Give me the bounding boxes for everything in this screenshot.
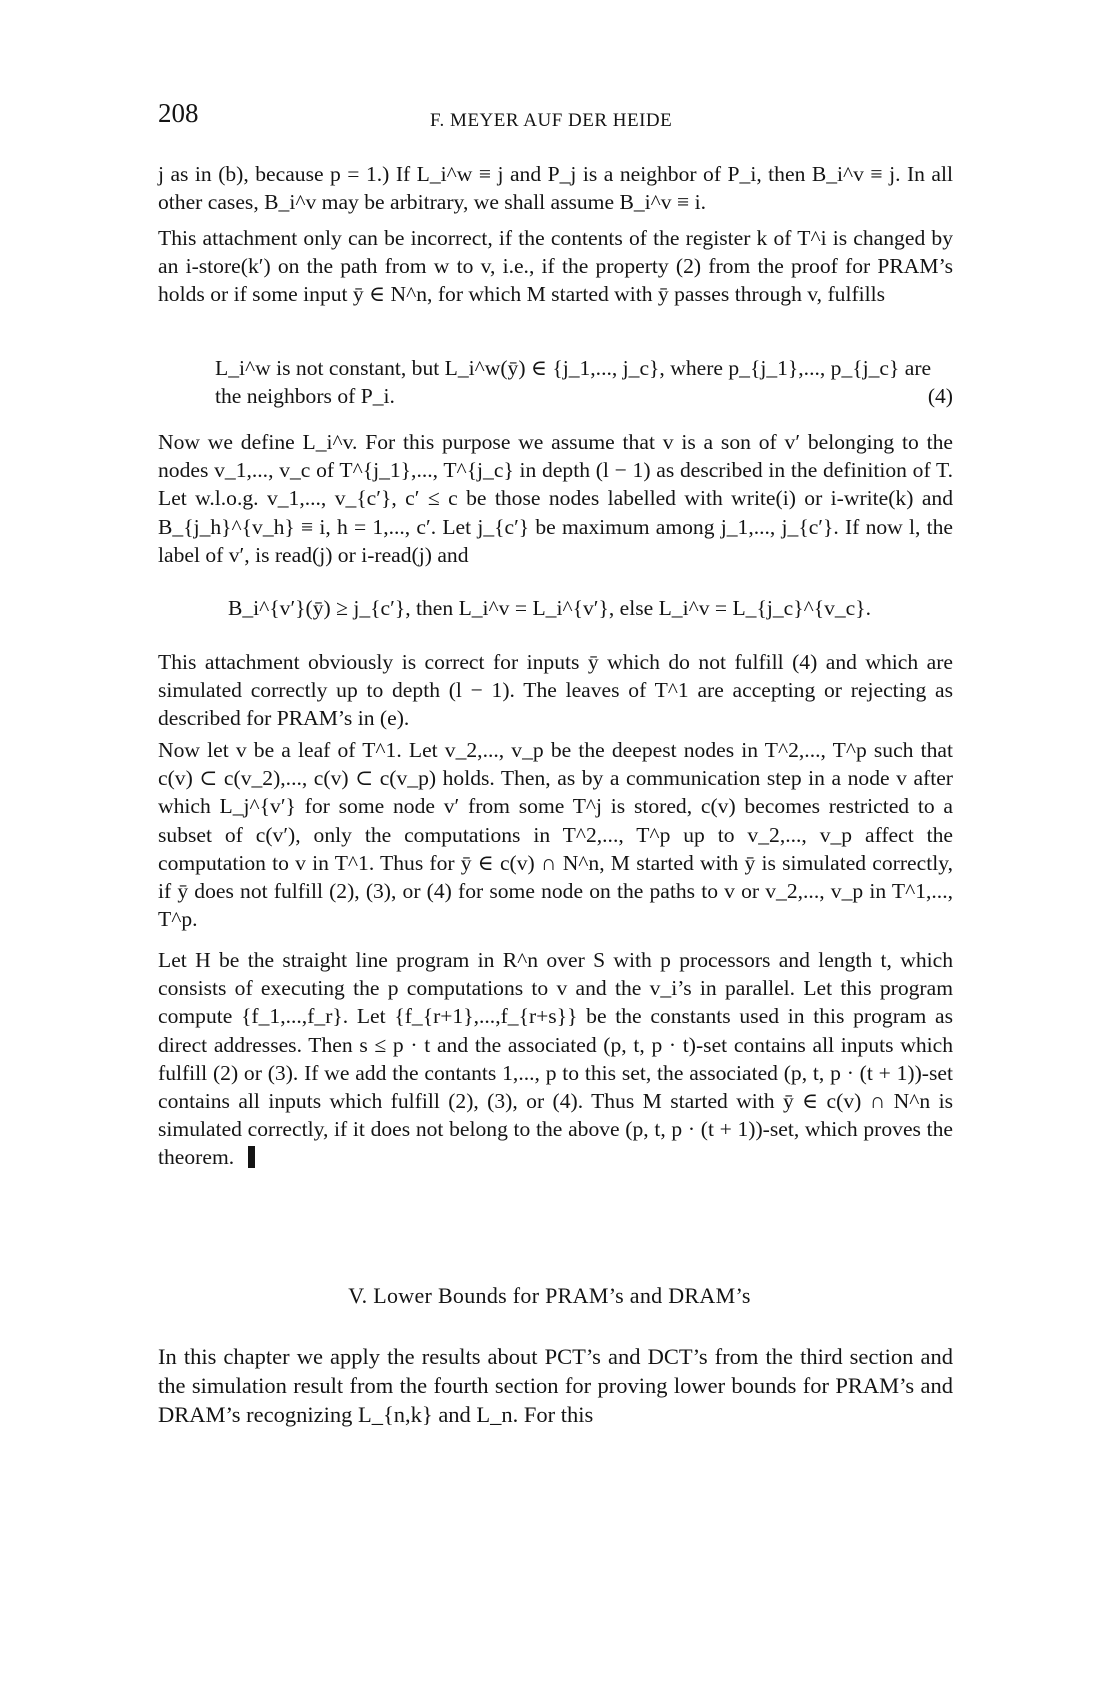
section-heading: V. Lower Bounds for PRAM’s and DRAM’s — [348, 1283, 751, 1308]
paragraph-3: Now we define L_i^v. For this purpose we assume that v is a son of v′ belonging to the nodes v_1,..., v_c of T^{j_1},..., T^{j_c} in depth (l − 1) as described in the definition of T. Let w.l.o.g. v_1,..., v_{c′}, c′ ≤ c be those nodes labelled with write(i) or i-write(k) and B_{j_h}^{v_h} ≡ i, h = 1,..., c′. Let j_{c′} be maximum among j_1,..., j_{c′}. If now l, the label of v′, is read(j) or i-read(j) and — [158, 430, 953, 567]
end-of-proof-mark — [248, 1146, 255, 1168]
paragraph-5: Now let v be a leaf of T^1. Let v_2,..., v_p be the deepest nodes in T^2,..., T^p such that c(v) ⊂ c(v_2),..., c(v) ⊂ c(v_p) holds. Then, as by a communication step in a node v after which L_j^{v′} for some node v′ from some T^j is stored, c(v) becomes restricted to a subset of c(v′), only the computations in T^2,..., T^p up to v_2,..., v_p affect the computation to v in T^1. Thus for ȳ ∈ c(v) ∩ N^n, M started with ȳ is simulated correctly, if ȳ does not fulfill (2), (3), or (4) for some node on the paths to v or v_2,..., v_p in T^1,..., T^p. — [158, 738, 953, 932]
paragraph-6-text: Let H be the straight line program in R^n over S with p processors and length t, which consists of executing the p computations to v and the v_i’s in parallel. Let this program compute {f_1,...,f_r}. Let {f_{r+1},...,f_{r+s}} be the constants used in this program as direct addresses. Then s ≤ p · t and the associated (p, t, p · t)-set contains all inputs which fulfill (2) or (3). If we add the contants 1,..., p to this set, the associated (p, t, p · (t + 1))-set contains all inputs which fulfill (2), (3), or (4). Thus M started with ȳ ∈ c(v) ∩ N^n is simulated correctly, if it does not belong to the above (p, t, p · (t + 1))-set, which proves the theorem. — [158, 948, 953, 1170]
equation-tag: (4) — [927, 384, 953, 408]
paragraph-6 — [158, 946, 953, 1172]
paragraph-1: j as in (b), because p = 1.) If L_i^w ≡ j and P_j is a neighbor of P_i, then B_i^v ≡ j. In all other cases, B_i^v may be arbitrary, we shall assume B_i^v ≡ i. — [158, 162, 953, 215]
running-title: F. MEYER AUF DER HEIDE — [430, 110, 673, 131]
condition-text: L_i^w is not constant, but L_i^w(ȳ) ∈ {j_1,..., j_c}, where p_{j_1},..., p_{j_c} are the neighbors of P_i. — [215, 356, 932, 409]
paragraph-4: This attachment obviously is correct for inputs ȳ which do not fulfill (4) and which are simulated correctly up to depth (l − 1). The leaves of T^1 are accepting or rejecting as described for PRAM’s in (e). — [158, 650, 953, 731]
page-number: 208 — [158, 98, 199, 128]
paragraph-7: In this chapter we apply the results about PCT’s and DCT’s from the third section and the simulation result from the fourth section for proving lower bounds for PRAM’s and DRAM’s recognizing L_{n,k} and L_n. For this — [158, 1344, 953, 1427]
display-formula: B_i^{v′}(ȳ) ≥ j_{c′}, then L_i^v = L_i^{v′}, else L_i^v = L_{j_c}^{v_c}. — [227, 596, 872, 620]
paragraph-2: This attachment only can be incorrect, if the contents of the register k of T^i is changed by an i-store(k′) on the path from w to v, i.e., if the property (2) from the proof for PRAM’s holds or if some input ȳ ∈ N^n, for which M started with ȳ passes through v, fulfills — [158, 226, 953, 307]
condition-4 — [215, 354, 955, 410]
